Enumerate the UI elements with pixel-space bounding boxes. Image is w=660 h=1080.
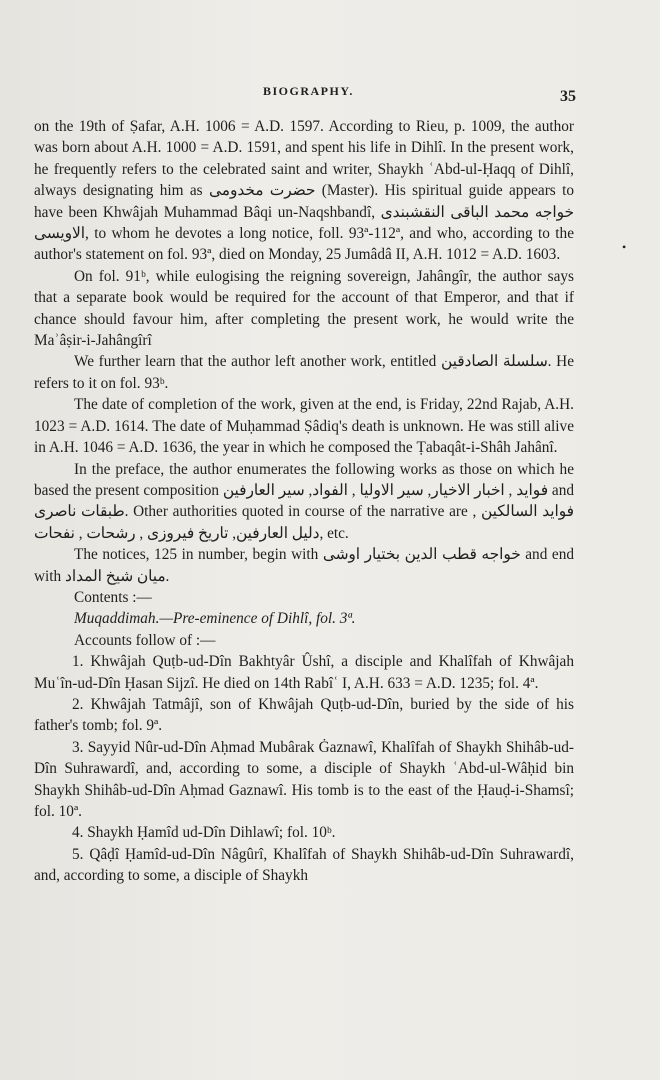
- paragraph-2: On fol. 91ᵇ, while eulogising the reigning sovereign, Jahângîr, the author says that a separate book would be required for the account of that Emperor, and that if chance should favour him, after completing the present work, he would write the Maʾâṣir-i-Jahângîrî: [34, 267, 574, 350]
- paragraph-1: on the 19th of Ṣafar, A.H. 1006 = A.D. 1597. According to Rieu, p. 1009, the author was born about A.H. 1000 = A.D. 1591, and spent his life in Dihlî. In the present work, he frequently refers to the celebrated saint and writer, Shaykh ʿAbd-ul-Ḥaqq of Dihlî, always designating him as حضرت مخدومی (Master). His spiritual guide appears to have been Khwâjah Muhammad Bâqi un-Naqshbandî, خواجه محمد الباقی النقشبندی الاویسی, to whom he devotes a long notice, foll. 93ª-112ª, and who, according to the author's statement on fol. 93ª, died on Monday, 25 Jumâdâ II, A.H. 1012 = A.D. 1603.: [34, 118, 574, 264]
- list-item-5: 5. Qâḍî Ḥamîd-ud-Dîn Nâgûrî, Khalîfah of Shaykh Shihâb-ud-Dîn Suhrawardî, and, according to some, a disciple of Shaykh: [34, 845, 574, 885]
- paragraph-3: We further learn that the author left another work, entitled سلسلة الصادقین. He refers to it on fol. 93ᵇ.: [34, 353, 574, 392]
- running-head: BIOGRAPHY.: [263, 84, 354, 98]
- list-item-3: 3. Sayyid Nûr-ud-Dîn Aḥmad Mubârak Ġaznawî, Khalîfah of Shaykh Shihâb-ud-Dîn Suhrawardî, and, according to some, a disciple of Shaykh ʿAbd-ul-Wâḥid bin Shaykh Shihâb-ud-Dîn Aḥmad Gaznawî. His tomb is to the east of the Ḥauḍ-i-Shamsî; fol. 10ª.: [34, 738, 574, 820]
- list-item-4: 4. Shaykh Ḥamîd ud-Dîn Dihlawî; fol. 10ᵇ.: [72, 824, 336, 842]
- list-item-2: 2. Khwâjah Tatmâjî, son of Khwâjah Quṭb-ud-Dîn, buried by the side of his father's tomb; fol. 9ª.: [34, 695, 574, 735]
- page-number: 35: [560, 88, 576, 105]
- body-text: [34, 116, 574, 887]
- paragraph-5: In the preface, the author enumerates the following works as those on which he based the present composition فواید , اخبار الاخیار, سیر الاولیا , الفواد, سیر العارفین and طبقات ناصری. Other authorities quoted in course of the narrative are فواید السالکین , دلیل العارفین, تاریخ فیروزی , رشحات , نفحات, etc.: [34, 460, 575, 542]
- paragraph-4: The date of completion of the work, given at the end, is Friday, 22nd Rajab, A.H. 1023 = A.D. 1614. The date of Muḥammad Ṣâdiq's death is unknown. He was still alive in A.H. 1046 = A.D. 1636, the year in which he composed the Ṭabaqât-i-Shâh Jahânî.: [34, 396, 574, 457]
- accounts-heading: Accounts follow of :—: [74, 631, 216, 649]
- contents-heading: Contents :—: [74, 588, 152, 606]
- list-item-1: 1. Khwâjah Quṭb-ud-Dîn Bakhtyâr Ûshî, a disciple and Khalîfah of Khwâjah Muʿîn-ud-Dîn Ḥasan Sijzî. He died on 14th Rabîʿ I, A.H. 633 = A.D. 1235; fol. 4ª.: [34, 653, 574, 692]
- margin-dot: •: [622, 240, 627, 254]
- muqaddimah-line: Muqaddimah.—Pre-eminence of Dihlî, fol. 3ª.: [74, 610, 356, 628]
- paragraph-6: The notices, 125 in number, begin with خواجه قطب الدین بختیار اوشی and end with میان شیخ المداد.: [34, 546, 575, 585]
